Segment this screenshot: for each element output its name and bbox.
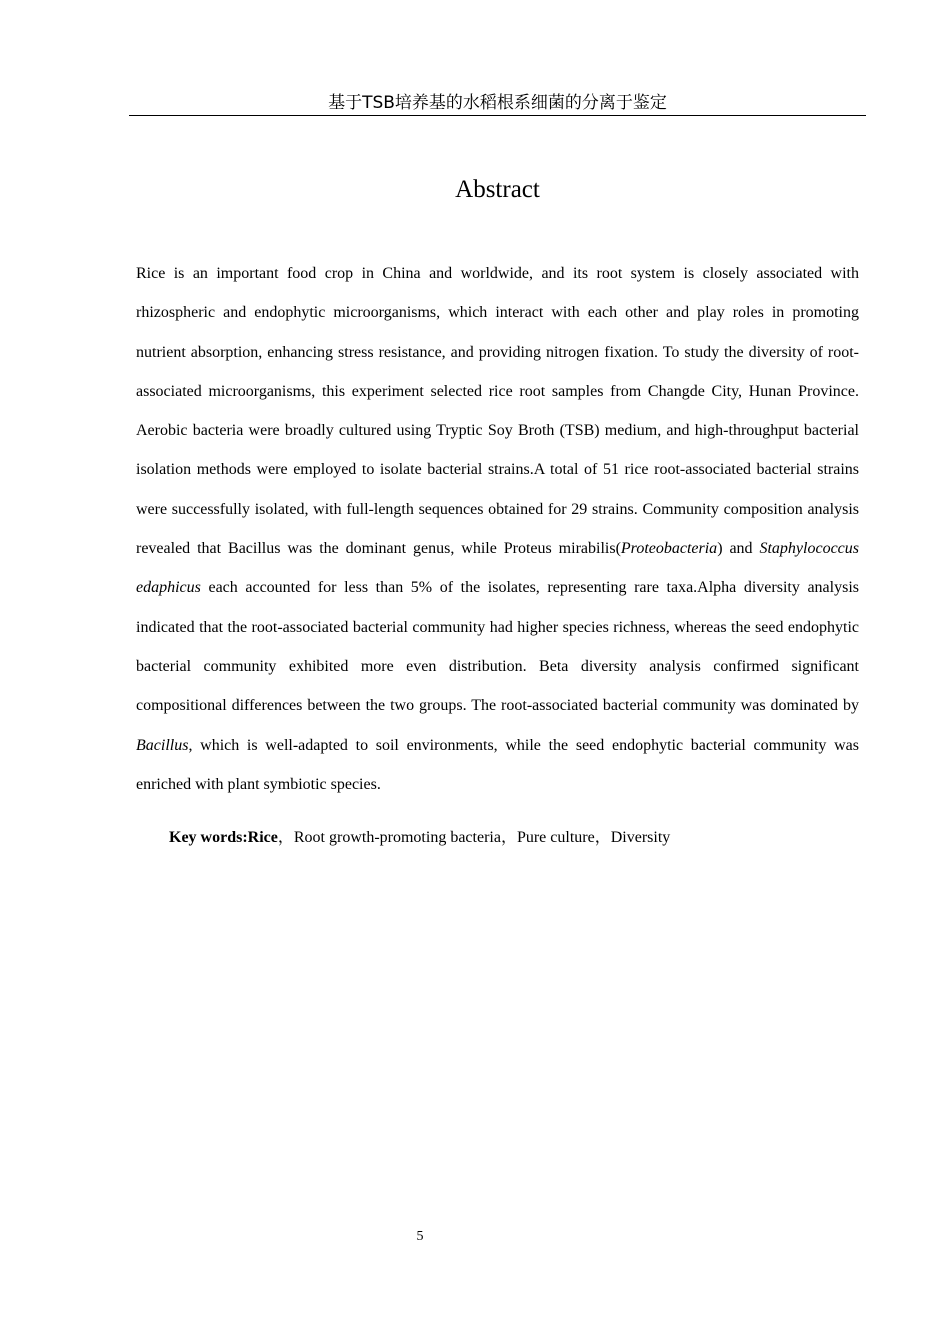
abstract-text-3: each accounted for less than 5% of the isolates, representing rare taxa.Alpha diversity analysis indicated that the root-associated bacterial community had higher species richness, whereas the seed endophytic bacterial community exhibited more even distribution. Beta diversity analysis confirmed significant compositional differences between the two groups. The root-associated bacterial community was dominated by	[136, 579, 859, 715]
keyword-separator: ，	[277, 829, 294, 846]
abstract-text-1: Rice is an important food crop in China and worldwide, and its root system is closely associated with rhizospheric and endophytic microorganisms, which interact with each other and play roles in promoting nutrient absorption, enhancing stress resistance, and providing nitrogen fixation. To study the diversity of root-associated microorganisms, this experiment selected rice root samples from Changde City, Hunan Province. Aerobic bacteria were broadly cultured using Tryptic Soy Broth (TSB) medium, and high-throughput bacterial isolation methods were employed to isolate bacterial strains.A total of 51 rice root-associated bacterial strains were successfully isolated, with full-length sequences obtained for 29 strains. Community composition analysis revealed that Bacillus was the dominant genus, while Proteus mirabilis(	[136, 265, 859, 558]
abstract-italic-proteobacteria: Proteobacteria	[620, 540, 718, 558]
abstract-title: Abstract	[455, 176, 540, 203]
running-header	[129, 92, 866, 116]
keyword-item: Root growth-promoting bacteria	[293, 829, 501, 846]
keyword-separator: ，	[594, 829, 611, 846]
abstract-italic-staphylococcus: Staphylococcus edaphicus	[136, 540, 860, 597]
keywords-label: Key words:	[169, 829, 248, 846]
abstract-text-2: ) and	[717, 540, 760, 558]
keyword-separator: ，	[500, 829, 517, 846]
abstract-italic-bacillus: Bacillus	[136, 736, 189, 754]
keyword-item: Rice	[247, 829, 278, 846]
keyword-item: Pure culture	[516, 829, 595, 846]
abstract-text-4: , which is well-adapted to soil environments, while the seed endophytic bacterial community was enriched with plant symbiotic species.	[136, 736, 859, 793]
running-title: 基于TSB培养基的水稻根系细菌的分离于鉴定	[328, 93, 667, 113]
abstract-body	[136, 254, 859, 804]
page-number: 5	[416, 1229, 424, 1244]
keyword-item: Diversity	[610, 829, 671, 846]
keywords-line	[169, 826, 859, 850]
